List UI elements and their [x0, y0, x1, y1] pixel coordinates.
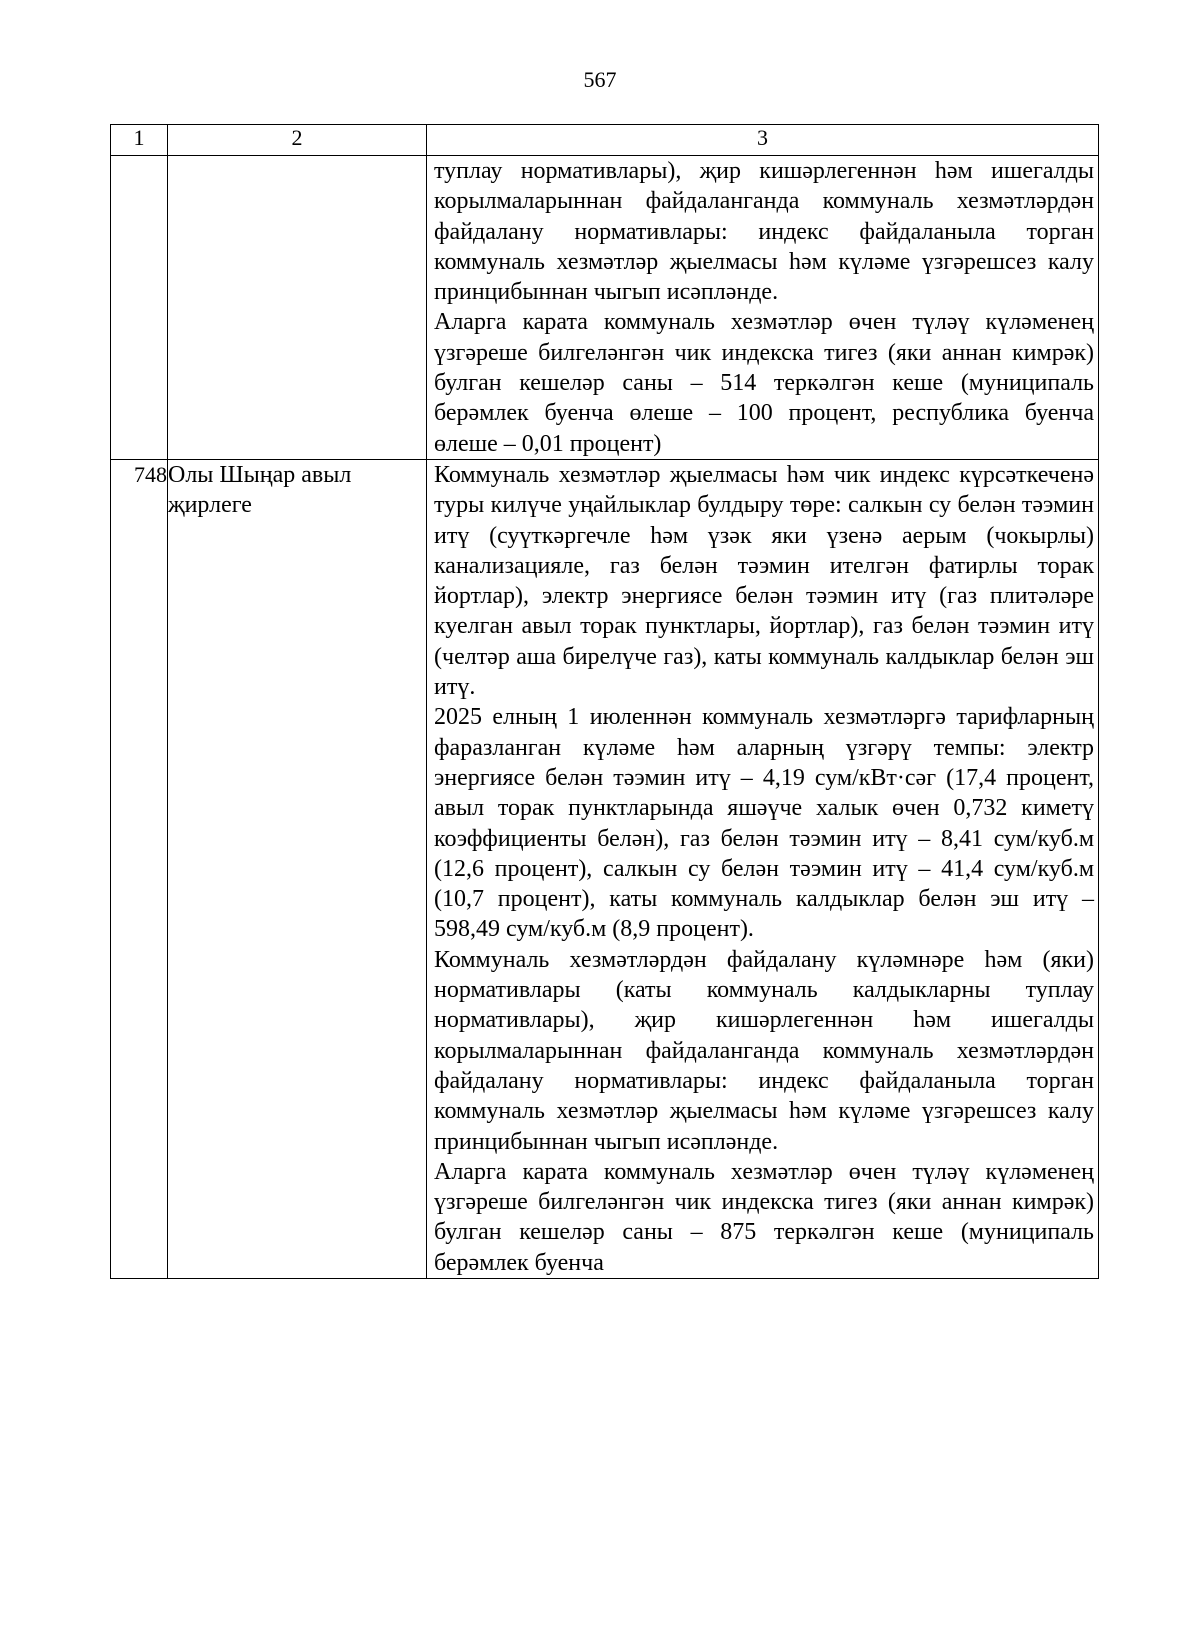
description-paragraph: туплау нормативлары), җир кишәрлегеннән һәм ишегалды корылмаларыннан файдаланганда коммуналь хезмәтләрдән файдалану нормативлары: индекс файдаланыла торган коммуналь хезмәтләр җыелмасы һәм күләме үзгәрешсез калу принцибыннан чыгып исәпләнде. — [434, 158, 1094, 306]
table-header-row — [111, 125, 1099, 156]
column-header-3: 3 — [427, 125, 1099, 156]
settlement-name: Олы Шыңар авыл җирлеге — [168, 459, 427, 1278]
description-paragraph: Коммуналь хезмәтләр җыелмасы һәм чик индекс күрсәткеченә туры килүче уңайлыклар булдыру төре: салкын су белән тәэмин итү (суүткәргечле һәм үзәк яки үзенә аерым (чокырлы) канализацияле, газ белән тәэмин ителгән фатирлы торак йортлар), электр энергиясе белән тәэмин итү (газ плитәләре куелган авыл торак пунктлары, йортлар), газ белән тәэмин итү (челтәр аша бирелүче газ), каты коммуналь калдыклар белән эш итү. — [434, 461, 1094, 701]
description-paragraph: Аларга карата коммуналь хезмәтләр өчен түләү күләменең үзгәреше билгеләнгән чик индекска тигез (яки аннан кимрәк) булган кешеләр саны – 514 теркәлгән кеше (муниципаль берәмлек буенча өлеше – 100 процент, республика буенча өлеше – 0,01 процент) — [434, 309, 1094, 457]
document-table — [110, 124, 1099, 1279]
table-row — [111, 156, 1099, 460]
description-paragraph: Коммуналь хезмәтләрдән файдалану күләмнәре һәм (яки) нормативлары (каты коммуналь калдыкларны туплау нормативлары), җир кишәрлегеннән һәм ишегалды корылмаларыннан файдаланганда коммуналь хезмәтләрдән файдалану нормативлары: индекс файдаланыла торган коммуналь хезмәтләр җыелмасы һәм күләме үзгәрешсез калу принцибыннан чыгып исәпләнде. — [434, 946, 1094, 1155]
column-header-1: 1 — [111, 125, 168, 156]
description-cell — [427, 156, 1099, 460]
table-row — [111, 459, 1099, 1278]
description-paragraph: Аларга карата коммуналь хезмәтләр өчен түләү күләменең үзгәреше билгеләнгән чик индекска тигез (яки аннан кимрәк) булган кешеләр саны – 875 теркәлгән кеше (муниципаль берәмлек буенча — [434, 1158, 1094, 1276]
page-number: 567 — [583, 67, 617, 92]
column-header-2: 2 — [168, 125, 427, 156]
row-number — [111, 156, 168, 460]
row-number: 748 — [111, 459, 168, 1278]
description-paragraph: 2025 елның 1 июленнән коммуналь хезмәтләргә тарифларның фаразланган күләме һәм аларның үзгәрү темпы: электр энергиясе белән тәэмин итү – 4,19 сум/кВт·сәг (17,4 процент, авыл торак пунктларында яшәүче халык өчен 0,732 киметү коэффициенты белән), газ белән тәэмин итү – 8,41 сум/куб.м (12,6 процент), салкын су белән тәэмин итү – 41,4 сум/куб.м (10,7 процент), каты коммуналь калдыклар белән эш итү – 598,49 сум/куб.м (8,9 процент). — [434, 704, 1094, 943]
description-cell — [427, 459, 1099, 1278]
settlement-name — [168, 156, 427, 460]
